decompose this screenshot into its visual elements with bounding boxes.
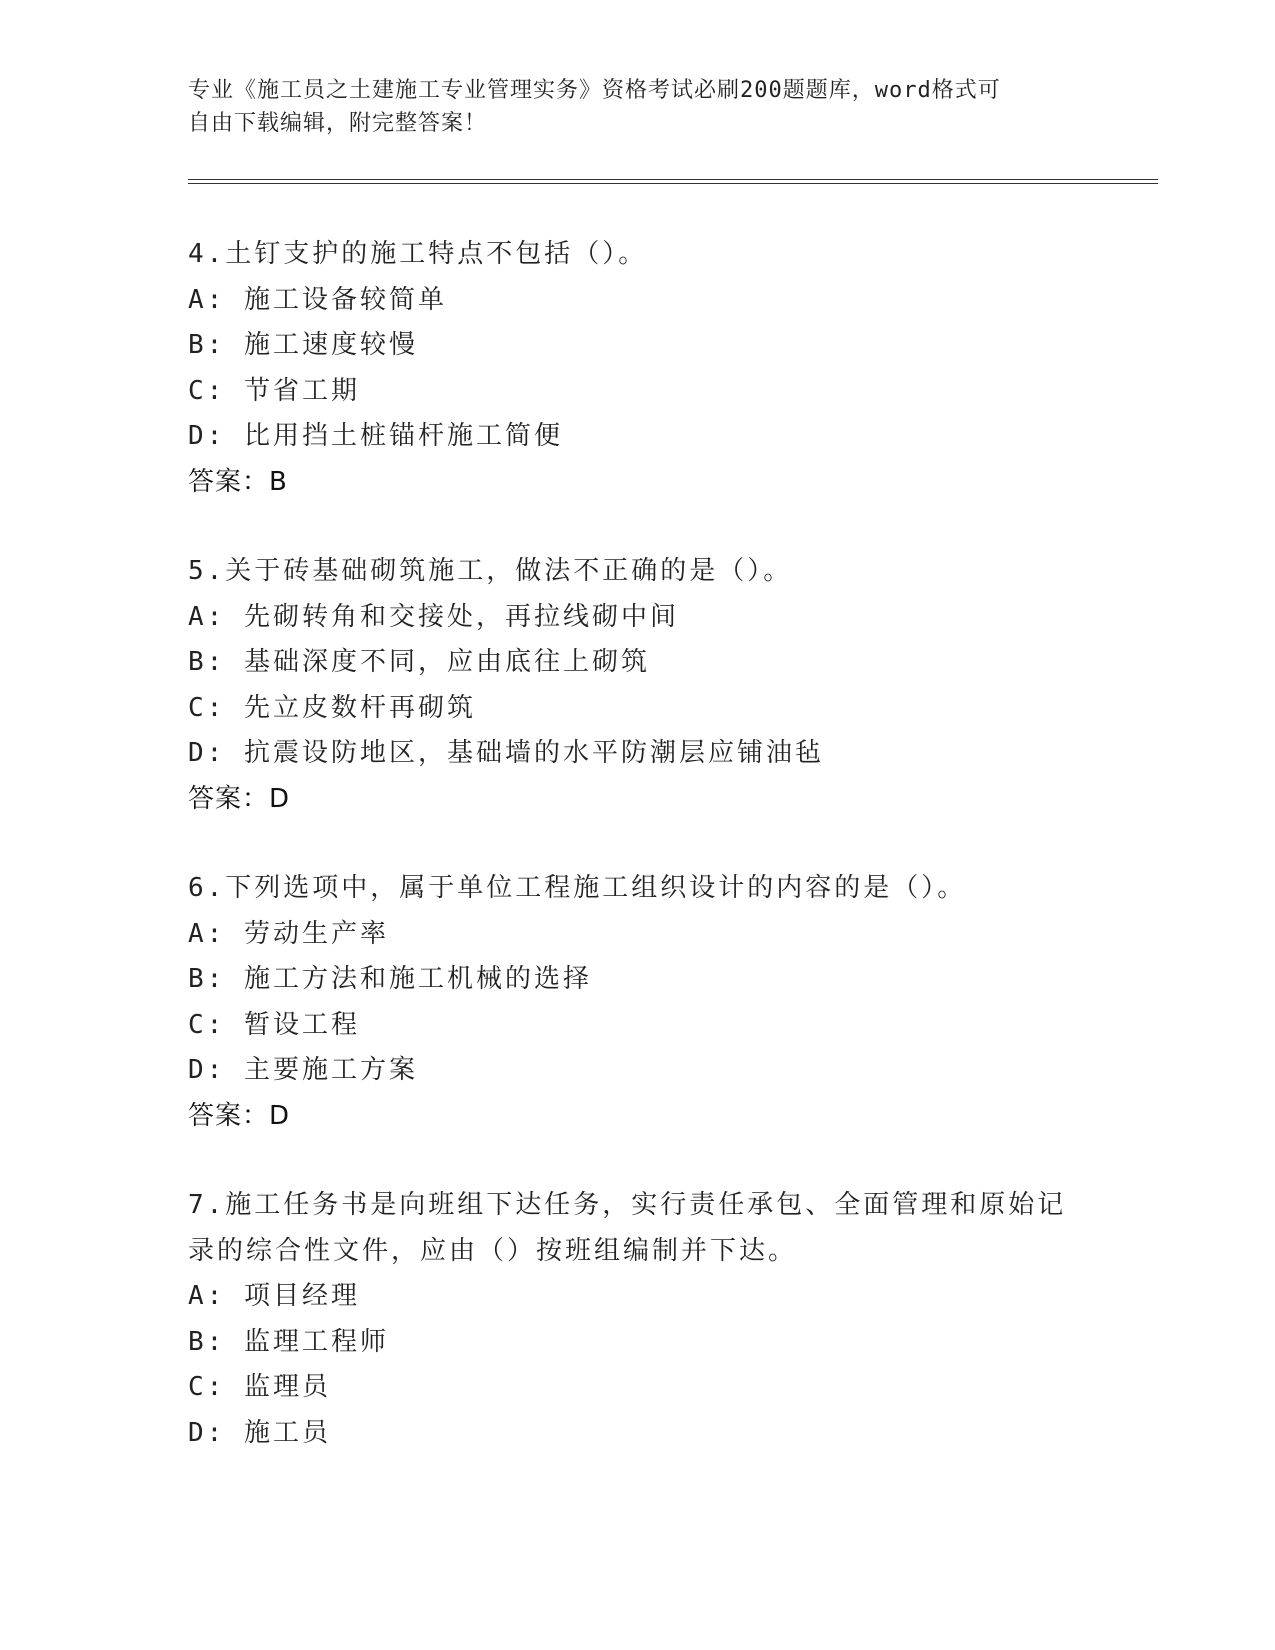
option-b: B: 施工方法和施工机械的选择 [188, 964, 592, 994]
option-d: D: 比用挡土桩锚杆施工简便 [188, 421, 563, 451]
answer-label: 答案：D [188, 783, 291, 814]
question-5 [188, 549, 1088, 822]
question-6 [188, 866, 1088, 1139]
option-c: C: 先立皮数杆再砌筑 [188, 692, 476, 723]
question-list [188, 232, 1088, 1500]
option-a: A: 先砌转角和交接处，再拉线砌中间 [188, 601, 679, 632]
header-line: 专业《施工员之土建施工专业管理实务》资格考试必刷200题题库，word格式可 [188, 78, 1001, 103]
question-stem: 4.土钉支护的施工特点不包括（）。 [188, 239, 648, 269]
question-stem: 5.关于砖基础砌筑施工，做法不正确的是（）。 [188, 556, 793, 586]
answer-label: 答案：B [188, 466, 288, 497]
option-d: D: 主要施工方案 [188, 1055, 418, 1085]
option-c: C: 节省工期 [188, 375, 360, 406]
question-stem: 7.施工任务书是向班组下达任务，实行责任承包、全面管理和原始记 [188, 1190, 1067, 1220]
question-stem-continued: 录的综合性文件，应由（）按班组编制并下达。 [188, 1235, 798, 1266]
option-a: A: 施工设备较简单 [188, 284, 447, 315]
header-line: 自由下载编辑，附完整答案！ [188, 111, 488, 136]
option-b: B: 施工速度较慢 [188, 330, 418, 360]
option-d: D: 抗震设防地区，基础墙的水平防潮层应铺油毡 [188, 738, 824, 768]
header-double-rule [188, 179, 1158, 184]
question-4 [188, 232, 1088, 505]
option-c: C: 暂设工程 [188, 1009, 360, 1040]
document-header [188, 74, 1088, 140]
option-b: B: 基础深度不同，应由底往上砌筑 [188, 647, 650, 677]
option-c: C: 监理员 [188, 1372, 331, 1402]
option-a: A: 劳动生产率 [188, 918, 389, 949]
question-stem: 6.下列选项中，属于单位工程施工组织设计的内容的是（）。 [188, 873, 967, 903]
option-d: D: 施工员 [188, 1417, 331, 1448]
answer-label: 答案：D [188, 1100, 291, 1131]
question-7 [188, 1183, 1088, 1456]
option-a: A: 项目经理 [188, 1281, 360, 1311]
option-b: B: 监理工程师 [188, 1326, 389, 1357]
